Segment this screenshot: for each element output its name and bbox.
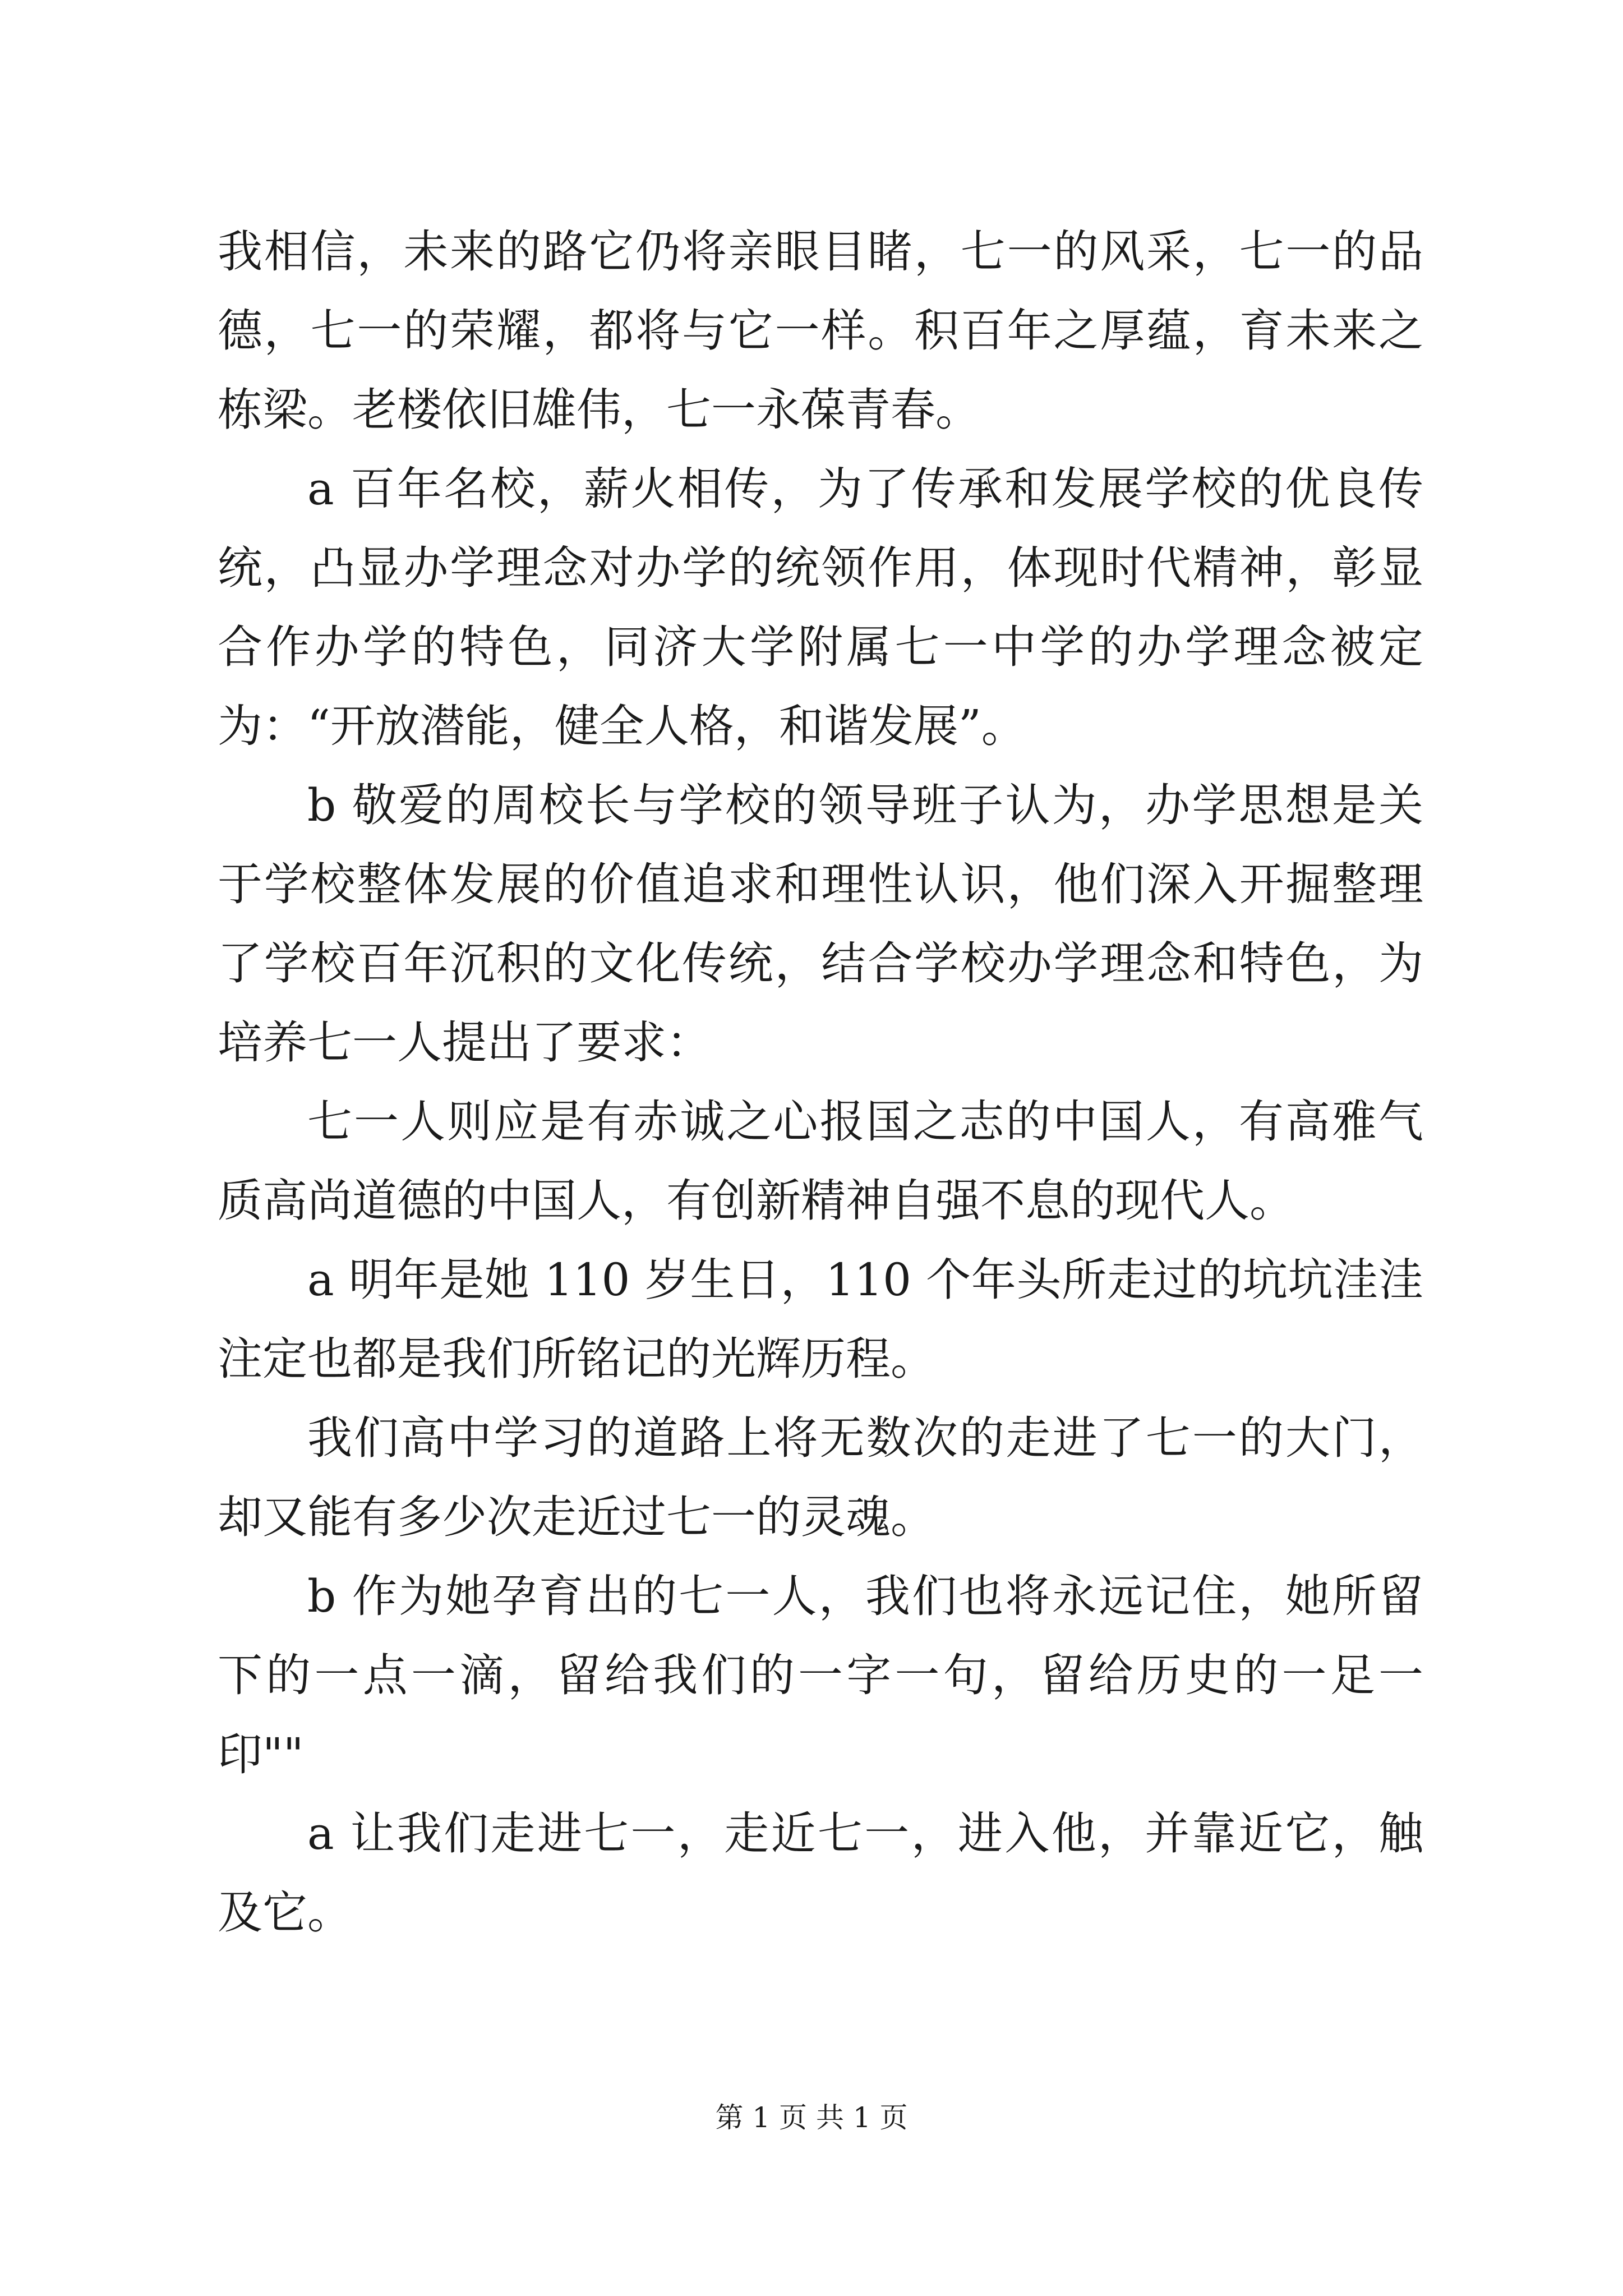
paragraph-6: 我们高中学习的道路上将无数次的走进了七一的大门，却又能有多少次走近过七一的灵魂。 [218,1412,1423,1543]
paragraph-2: a 百年名校，薪火相传，为了传承和发展学校的优良传统，凸显办学理念对办学的统领作用，体现时代精神，彰显合作办学的特色，同济大学附属七一中学的办学理念被定为：“开放潜能，健全人格，和谐发展”。 [218,463,1423,752]
paragraph-3: b 敬爱的周校长与学校的领导班子认为，办学思想是关于学校整体发展的价值追求和理性认识，他们深入开掘整理了学校百年沉积的文化传统，结合学校办学理念和特色，为培养七一人提出了要求： [218,779,1423,1069]
page-footer: 第 1 页 共 1 页 [715,2101,908,2134]
document-body [218,212,1423,1952]
paragraph-5: a 明年是她 110 岁生日，110 个年头所走过的坑坑洼洼注定也都是我们所铭记的光辉历程。 [218,1254,1423,1385]
paragraph-8: a 让我们走进七一，走近七一，进入他，并靠近它，触及它。 [218,1807,1423,1939]
paragraph-4: 七一人则应是有赤诚之心报国之志的中国人，有高雅气质高尚道德的中国人，有创新精神自强不息的现代人。 [218,1096,1423,1227]
paragraph-1: 我相信，未来的路它仍将亲眼目睹，七一的风采，七一的品德，七一的荣耀，都将与它一样。积百年之厚蕴，育未来之栋梁。老楼依旧雄伟，七一永葆青春。 [218,226,1423,436]
paragraph-7: b 作为她孕育出的七一人，我们也将永远记住，她所留下的一点一滴，留给我们的一字一句，留给历史的一足一印"" [218,1570,1423,1780]
